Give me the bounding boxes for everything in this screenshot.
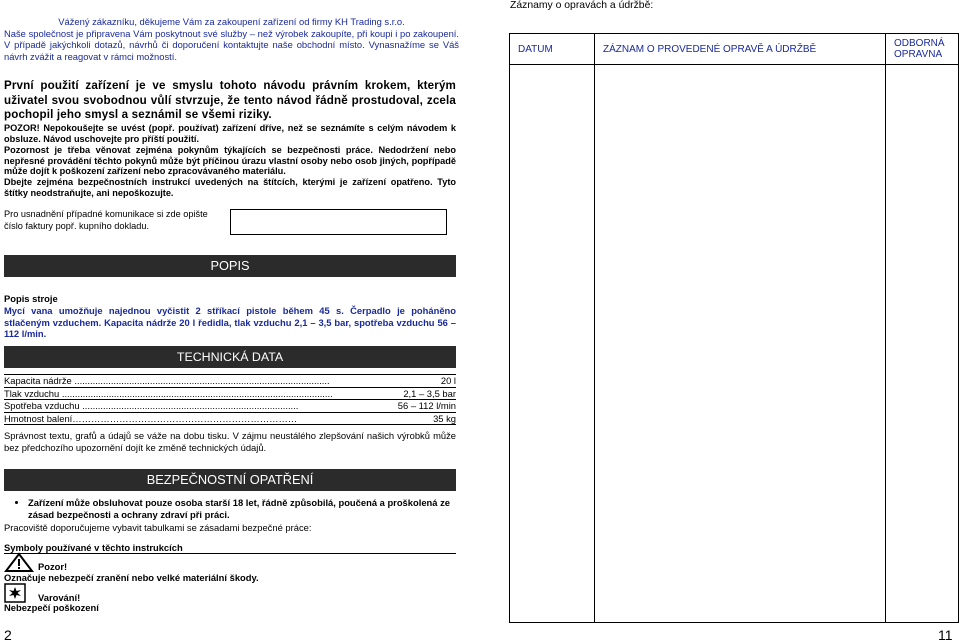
date-cell[interactable]	[510, 65, 595, 623]
records-table	[509, 33, 959, 623]
spec-row	[4, 388, 456, 401]
symbols-heading: Symboly používané v těchto instrukcích	[4, 542, 183, 553]
record-cell[interactable]	[595, 65, 886, 623]
section-technical-heading: TECHNICKÁ DATA	[4, 346, 456, 368]
spec-value: 20 l	[440, 375, 456, 386]
spec-value: 35 kg	[433, 412, 456, 424]
column-header-date: DATUM	[510, 34, 595, 65]
warning-labels: Dbejte zejména bezpečnostních instrukcí uvedených na štítcích, kterými je zařízení opatřeno. Tyto štítky neodstraňujte, ani nepoškozujte.	[4, 177, 456, 199]
section-popis-heading: POPIS	[4, 255, 456, 277]
warning-pozor: POZOR! Nepokoušejte se uvést (popř. používat) zařízení dříve, než se seznámíte s celým návodem k obsluze. Návod uschovejte pro příští použití.	[4, 122, 456, 144]
description-heading: Popis stroje	[4, 293, 58, 304]
invoice-number-field[interactable]	[230, 209, 447, 235]
page-number-left: 2	[4, 627, 12, 643]
safety-block	[4, 497, 456, 534]
spec-label: Tlak vzduchu ........................................................................................................	[4, 387, 333, 399]
spec-label: Kapacita nádrže ..................................................................................................	[4, 375, 330, 386]
records-body-row	[510, 65, 959, 623]
section-safety-heading: BEZPEČNOSTNÍ OPATŘENÍ	[4, 469, 456, 491]
intro-body: Naše společnost je připravena Vám poskytnout své služby – než výrobek zakoupíte, při koupi i po zakoupení. V případě jakýchkoli dotazů, návrhů či doporučení kontaktujte naše obchodní místo. Vynasnažíme se Váš návrh zvážit a reagovat v rámci možností.	[4, 27, 459, 62]
safety-list	[4, 497, 456, 520]
records-header-row	[510, 34, 959, 65]
pozor-description: Označuje nebezpečí zranění nebo velké materiální škody.	[4, 572, 259, 583]
column-header-record: ZÁZNAM O PROVEDENÉ OPRAVĚ A ÚDRŽBĚ	[595, 34, 886, 65]
disclaimer-note: Správnost textu, grafů a údajů se váže na dobu tisku. V zájmu neustálého zlepšování našich výrobků může bez předchozího upozornění dojít ke změně technických údajů.	[4, 430, 456, 453]
workshop-cell[interactable]	[886, 65, 959, 623]
spec-row	[4, 374, 456, 388]
page-number-right: 11	[938, 627, 953, 643]
description-text: Mycí vana umožňuje najednou vyčistit 2 stříkací pistole během 45 s. Čerpadlo je poháněno stlačeným vzduchem. Kapacita nádrže 20 l ředidla, tlak vzduchu 2,1 – 3,5 bar, spotřeba vzduchu 56 – 112 l/min.	[4, 304, 456, 340]
spec-value: 2,1 – 3,5 bar	[403, 387, 456, 399]
spec-row	[4, 413, 456, 426]
spec-table	[4, 374, 456, 425]
symbols-divider	[4, 553, 456, 554]
varovani-label: Varování!	[38, 592, 81, 603]
column-header-workshop: ODBORNÁ OPRAVNA	[886, 34, 959, 65]
varovani-description: Nebezpečí poškození	[4, 602, 99, 613]
intro-block	[4, 16, 459, 62]
pozor-label: Pozor!	[38, 561, 68, 572]
spec-label: Hmotnost balení………………………………………………………………	[4, 412, 298, 424]
invoice-note: Pro usnadnění případné komunikace si zde opište číslo faktury popř. kupního dokladu.	[4, 209, 208, 231]
safety-bullet: • Zařízení může obsluhovat pouze osoba starší 18 let, řádně způsobilá, poučená a proškolená ze zásad bezpečnosti a ochrany zdraví při práci.	[28, 497, 456, 520]
spec-row	[4, 400, 456, 413]
intro-greeting: Vážený zákazníku, děkujeme Vám za zakoupení zařízení od firmy KH Trading s.r.o.	[58, 16, 405, 27]
spec-value: 56 – 112 l/min	[397, 400, 456, 411]
warning-main: První použití zařízení je ve smyslu tohoto návodu právním krokem, kterým uživatel svou svobodnou vůlí stvrzuje, že tento návod řádně prostudoval, zcela pochopil jeho smysl a seznámil se všemi riziky.	[4, 79, 456, 122]
description-block	[4, 293, 456, 340]
warning-attention: Pozornost je třeba věnovat zejména pokynům týkajících se bezpečnosti práce. Nedodržení nebo nepřesné provádění těchto pokynů může být příčinou úrazu vlastní osoby nebo osob jiných, popřípadě může dojít k poškození zařízení nebo zpracovávaného materiálu.	[4, 144, 456, 177]
safety-recommendation: Pracoviště doporučujeme vybavit tabulkami se zásadami bezpečné práce:	[4, 522, 312, 533]
spec-label: Spotřeba vzduchu ...................................................................................	[4, 400, 299, 411]
warning-block	[4, 79, 456, 199]
records-title: Záznamy o opravách a údržbě:	[510, 0, 654, 11]
